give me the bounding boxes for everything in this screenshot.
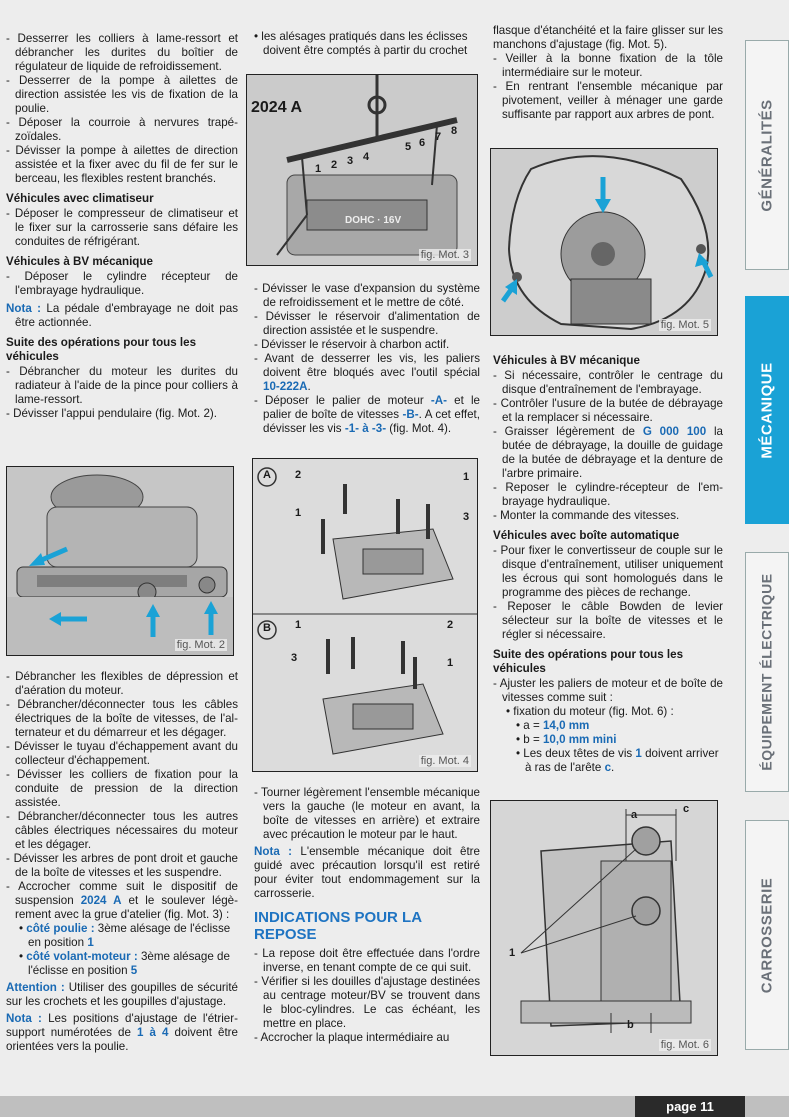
note: Nota : Les positions d'ajustage de l'étriersupport numérotées de 1 à 4 doivent être orientées vers la poulie. [6,1012,238,1053]
callout-number: 2 [331,159,338,171]
tab-carrosserie[interactable]: CARROSSERIE [745,820,789,1050]
callout-number: 3 [291,652,298,664]
step: - Avant de desserrer les vis, les paliers doivent être bloqués avec l'outil spécial 10-222A. [254,352,480,393]
section-heading: Véhicules avec climatiseur [6,192,154,205]
engine-bracket-illustration [491,801,718,1056]
figure-caption: fig. Mot. 3 [420,249,469,261]
dimension-label: a [631,809,638,821]
sub-step: • a = 14,0 mm [516,719,590,732]
step: - Dévisser le vase d'expansion du système de refroidissement et le mettre de côté. [254,282,480,309]
engine-label: DOHC · 16V [345,215,402,226]
figure-mot-2 [6,466,234,656]
step: - Pour fixer le convertisseur de couple sur le disque d'entraînement, utiliser uniquement les écrous qui sont homologués dans le programme des pièces de rechange. [493,544,723,599]
step: - Dévisser les arbres de pont droit et gauche de la boîte de vitesses et les suspendre. [6,852,238,879]
chapter-tabs [745,0,789,1117]
column-1-continued [6,670,238,1054]
figure-mot-5 [490,148,718,336]
view-label: B [263,622,271,634]
section-heading: Véhicules avec boîte automatique [493,529,680,542]
view-label: A [263,469,271,481]
callout-number: 3 [347,155,354,167]
column-3 [493,24,723,122]
step: - Dévisser les colliers de fixation pour la conduite de pression de la direction assistée. [6,768,238,809]
engine-mount-illustration [7,467,234,656]
section-heading: Véhicules à BV mécanique [6,255,153,268]
tab-equipement-electrique[interactable]: ÉQUIPEMENT ÉLECTRIQUE [745,552,789,792]
mount-parts-illustration [253,459,478,772]
step: - Accrocher la plaque intermédiaire au [254,1031,450,1044]
step: - Graisser légèrement de G 000 100 la butée de débrayage, la douille de guidage de la butée de débrayage et la denture de l'arbre primaire. [493,425,724,480]
step: - En rentrant l'ensemble mécanique par pivotement, veiller à ménager une garde suffisante par rapport aux arbres de pont. [493,80,723,121]
step: - Veiller à la bonne fixation de la tôle intermédiaire sur le moteur. [493,52,723,79]
figure-caption: fig. Mot. 5 [660,319,709,331]
step: - Déposer le compresseur de climatiseur et le fixer sur la carrosserie sans défaire les conduites de réfrigérant. [6,207,238,248]
step: - Tourner légèrement l'ensemble mécanique vers la gauche (le moteur en avant, la boîte de vitesses en arrière) et extraire avec précaution le moteur par le haut. [254,786,480,841]
step: - Monter la commande des vitesses. [493,509,680,522]
note: Nota : La pédale d'embrayage ne doit pas être actionnée. [6,302,238,329]
step: - Débrancher du moteur les durites du radiateur à l'aide de la pince pour colliers à lame-ressort. [6,365,238,406]
step: - Dévisser la pompe à ailettes de direction assistée et la fixer avec du fil de fer sur le berceau, les flexibles restent branchés. [6,144,238,185]
step: - Vérifier si les douilles d'ajustage destinées au centrage moteur/BV se trouvent dans le bloc-cylindres. Le cas échéant, les mettre en place. [254,975,480,1030]
sub-step: • fixation du moteur (fig. Mot. 6) : [506,705,674,718]
page-number: page 11 [635,1096,745,1117]
callout-number: 7 [435,131,442,143]
step: - Contrôler l'usure de la butée de débrayage et la remplacer si nécessaire. [493,397,723,424]
sub-step: • côté poulie : 3ème alésage de l'éclisse en position 1 [19,922,231,949]
note: Nota : L'ensemble mécanique doit être guidé avec précaution lorsqu'il est retiré pour éviter tout endommagement sur la carrosserie. [254,845,480,900]
sub-step: • Les deux têtes de vis 1 doivent arriver à ras de l'arête c. [516,747,719,774]
intermediate-plate-illustration [491,149,718,336]
step: - Débrancher/déconnecter tous les autres câbles électriques nécessaires du moteur et les dégager. [6,810,238,851]
section-heading: Véhicules à BV mécanique [493,354,640,367]
column-3-continued [493,348,723,775]
callout-number: 1 [295,619,302,631]
callout-number: 5 [405,141,412,153]
step: - Reposer le câble Bowden de levier sélecteur sur la boîte de vitesses et le régler si nécessaire. [493,600,723,641]
callout-number: 2 [447,619,454,631]
step: - Débrancher les flexibles de dépression et d'aération du moteur. [6,670,238,697]
callout-number: 1 [463,471,470,483]
sub-step: • les alésages pratiqués dans les éclisses doivent être comptés à partir du crochet [254,30,468,57]
figure-mot-3 [246,74,478,266]
section-heading: Suite des opérations pour tous les véhicules [6,336,197,363]
tool-label: 2024 A [251,99,302,116]
step: - Desserrer les colliers à lame-ressort et débrancher les durites du boîtier de régulateur de liquide de refroidissement. [6,32,238,73]
step: - Déposer le cylindre récepteur de l'embrayage hydraulique. [6,270,238,297]
dimension-label: c [683,803,690,815]
figure-caption: fig. Mot. 2 [176,639,225,651]
callout-number: 4 [363,151,370,163]
step: - Déposer le palier de moteur -A- et le palier de boîte de vitesses -B-. A cet effet, dévisser les vis -1- à -3- (fig. Mot. 4). [254,394,481,435]
attention-note: Attention : Utiliser des goupilles de sécurité sur les crochets et les goupilles d'ajustage. [6,981,239,1008]
tab-generalites[interactable]: GÉNÉRALITÉS [745,40,789,270]
callout-number: 2 [295,469,302,481]
step-continued: flasque d'étanchéité et la faire glisser sur les manchons d'ajustage (fig. Mot. 5). [493,24,723,51]
column-2 [254,30,480,58]
callout-number: 1 [509,947,516,959]
callout-number: 1 [295,507,302,519]
step: - Déposer la courroie à nervures trapézoïdales. [6,116,238,143]
section-title: INDICATIONS POUR LA REPOSE [254,909,422,943]
step: - Accrocher comme suit le dispositif de suspension 2024 A et le soulever légèrement avec la grue d'atelier (fig. Mot. 3) : [6,880,238,921]
dimension-label: b [627,1019,634,1031]
step: - La repose doit être effectuée dans l'ordre inverse, en tenant compte de ce qui suit. [254,947,480,974]
step: - Débrancher/déconnecter tous les câbles électriques de la boîte de vitesses, de l'alternateur et du démarreur et les dégager. [6,698,238,739]
step: - Dévisser le réservoir à charbon actif. [254,338,450,351]
callout-number: 1 [315,163,322,175]
figure-mot-6 [490,800,718,1056]
step: - Desserrer de la pompe à ailettes de direction assistée les vis de fixation de la poulie. [6,74,238,115]
tab-mecanique[interactable]: MÉCANIQUE [745,296,789,524]
figure-mot-4 [252,458,478,772]
step: - Dévisser l'appui pendulaire (fig. Mot. 2). [6,407,217,420]
sub-step: • b = 10,0 mm mini [516,733,617,746]
figure-caption: fig. Mot. 6 [660,1039,709,1051]
step: - Si nécessaire, contrôler le centrage du disque d'entraînement de l'embrayage. [493,369,723,396]
step: - Ajuster les paliers de moteur et de boîte de vitesses comme suit : [493,677,723,704]
step: - Dévisser le réservoir d'alimentation de direction assistée et le suspendre. [254,310,480,337]
section-heading: Suite des opérations pour tous les véhicules [493,648,684,675]
column-2-lower [254,786,480,1045]
step: - Dévisser le tuyau d'échappement avant du collecteur d'échappement. [6,740,238,767]
sub-step: • côté volant-moteur : 3ème alésage de l'éclisse en position 5 [19,950,230,977]
callout-number: 3 [463,511,470,523]
callout-number: 8 [451,125,458,137]
column-2-continued [254,282,480,436]
step: - Reposer le cylindre-récepteur de l'embrayage hydraulique. [493,481,723,508]
column-1 [6,32,238,421]
figure-caption: fig. Mot. 4 [420,755,469,767]
callout-number: 6 [419,137,426,149]
callout-number: 1 [447,657,454,669]
